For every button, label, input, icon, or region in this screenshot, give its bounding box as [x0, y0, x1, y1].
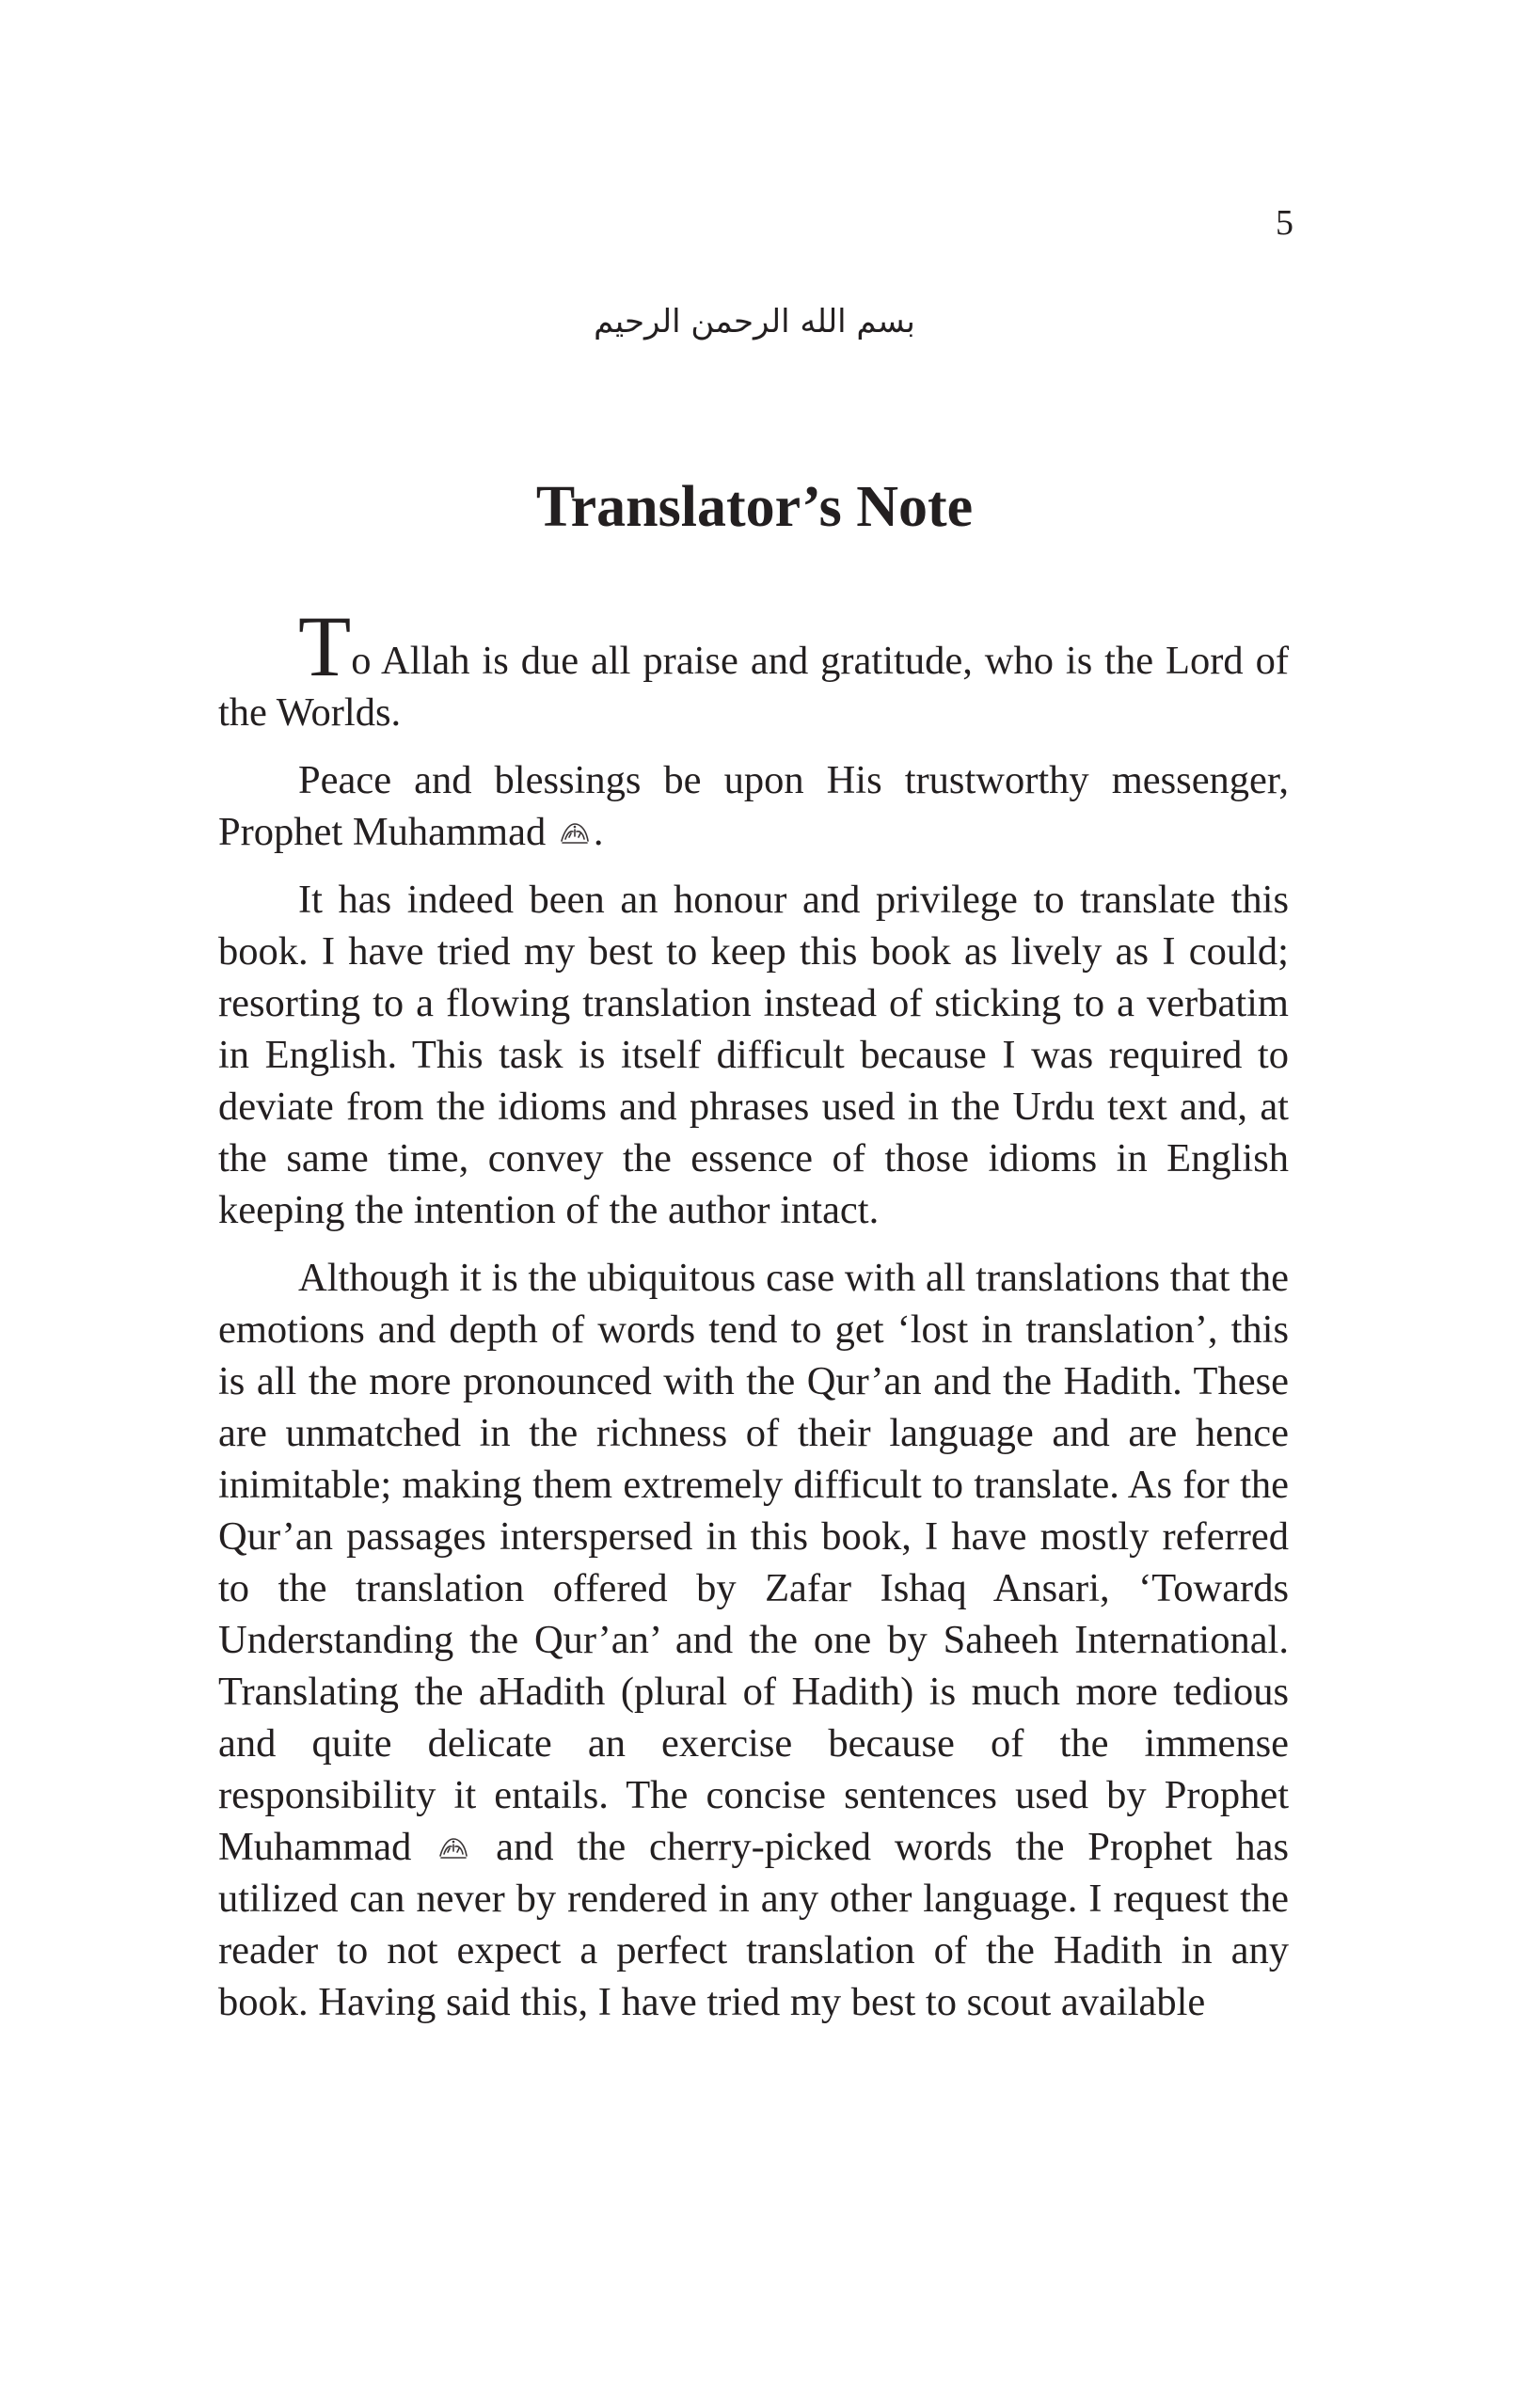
- paragraph-text: Peace and blessings be upon His trustworthy messenger, Prophet Muhammad: [218, 758, 1289, 854]
- salawat-symbol-icon: [558, 820, 592, 847]
- paragraph-praise: [218, 598, 1289, 738]
- page-number: 5: [1276, 203, 1293, 243]
- drop-cap: T: [298, 598, 352, 694]
- paragraph-translation-intro: It has indeed been an honour and privilege to translate this book. I have tried my best to keep this book as lively as I could; resorting to a flowing translation instead of sticking to a verbatim in English. This task is itself difficult because I was required to deviate from the idioms and phrases used in the Urdu text and, at the same time, convey the essence of those idioms in English keeping the intention of the author intact.: [218, 878, 1289, 1232]
- bismillah-heading: بسم الله الرحمن الرحيم: [594, 303, 915, 341]
- paragraph-blessings: [218, 754, 1289, 858]
- paragraph-text: .: [593, 810, 604, 854]
- paragraph-text: Although it is the ubiquitous case with all translations that the emotions and depth of words tend to get ‘lost in translation’, this is all the more pronounced with the Qur’an and the Hadith. These are unmatched in the richness of their language and are hence inimitable; making them extremely difficult to translate. As for the Qur’an passages interspersed in this book, I have mostly referred to the translation offered by Zafar Ishaq Ansari, ‘Towards Understanding the Qur’an’ and the one by Saheeh International. Translating the aHadith (plural of Hadith) is much more tedious and quite delicate an exercise because of the immense responsibility it entails. The concise sentences used by Prophet Muhammad: [218, 1256, 1289, 1869]
- paragraph-text: o Allah is due all praise and gratitude, who is the Lord of the Worlds.: [218, 639, 1289, 735]
- paragraph-translation-difficulty: [218, 1252, 1289, 2028]
- page-title: Translator’s Note: [535, 475, 974, 539]
- salawat-symbol-icon: [436, 1835, 470, 1861]
- translators-note-body: [218, 598, 1290, 2028]
- paragraph-text: and the cherry-picked words the Prophet has utilized can never by rendered in any other language. I request the reader to not expect a perfect translation of the Hadith in any book. Having said this, I have tried my best to scout available: [218, 1825, 1290, 2024]
